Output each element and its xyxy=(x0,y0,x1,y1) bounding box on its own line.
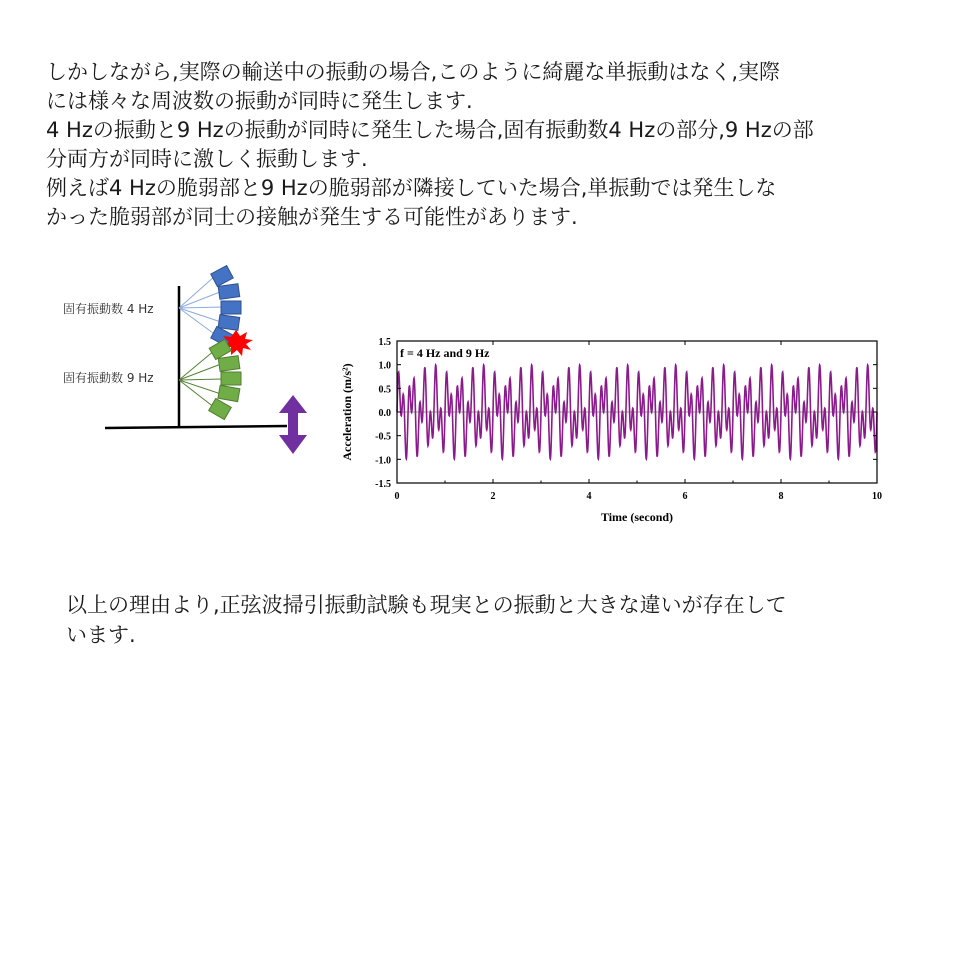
x-tick-label: 10 xyxy=(872,491,882,502)
x-tick-label: 2 xyxy=(490,491,496,502)
x-axis-label: Time (second) xyxy=(600,510,674,524)
body-line-2: には様々な周波数の振動が同時に発生します. xyxy=(46,89,473,113)
series-line-0 xyxy=(397,365,877,459)
conclusion-text xyxy=(66,590,926,650)
x-tick-label: 8 xyxy=(778,491,784,502)
vibration-diagram xyxy=(55,258,325,468)
body-line-5: 例えば4 Hzの脆弱部と9 Hzの脆弱部が隣接していた場合,単振動では発生しな xyxy=(46,176,777,200)
y-tick-label: 1.0 xyxy=(378,360,391,372)
y-tick-label: -0.5 xyxy=(375,431,391,443)
body-line-6: かった脆弱部が同士の接触が発生する可能性があります. xyxy=(46,205,578,229)
base-line xyxy=(105,426,287,428)
body-line-3: 4 Hzの振動と9 Hzの振動が同時に発生した場合,固有振動数4 Hzの部分,9 Hzの部 xyxy=(46,118,814,142)
y-tick-label: -1.0 xyxy=(375,455,391,467)
blue-fan-lines xyxy=(179,276,222,336)
body-text xyxy=(46,58,926,232)
chart-annotation: f = 4 Hz and 9 Hz xyxy=(400,346,490,360)
x-tick-label: 0 xyxy=(394,491,400,502)
acceleration-chart xyxy=(330,328,900,528)
body-line-1: しかしながら,実際の輸送中の振動の場合,このように綺麗な単振動はなく,実際 xyxy=(46,60,781,84)
vertical-vibration-arrow-icon xyxy=(279,395,307,454)
x-tick-label: 4 xyxy=(586,491,592,502)
conclusion-line-2: います. xyxy=(66,623,136,647)
y-tick-label: 0.0 xyxy=(378,408,391,419)
label-4hz: 固有振動数 4 Hz xyxy=(63,302,154,316)
body-line-4: 分両方が同時に激しく振動します. xyxy=(46,147,368,171)
y-axis-label: Acceleration (m/s²) xyxy=(340,363,354,461)
label-9hz: 固有振動数 9 Hz xyxy=(63,371,154,385)
conclusion-line-1: 以上の理由より,正弦波掃引振動試験も現実との振動と大きな違いが存在して xyxy=(66,593,787,617)
y-tick-label: 1.5 xyxy=(378,337,391,348)
y-tick-label: 0.5 xyxy=(378,384,391,396)
x-tick-label: 6 xyxy=(682,491,688,502)
y-tick-label: -1.5 xyxy=(375,479,391,490)
